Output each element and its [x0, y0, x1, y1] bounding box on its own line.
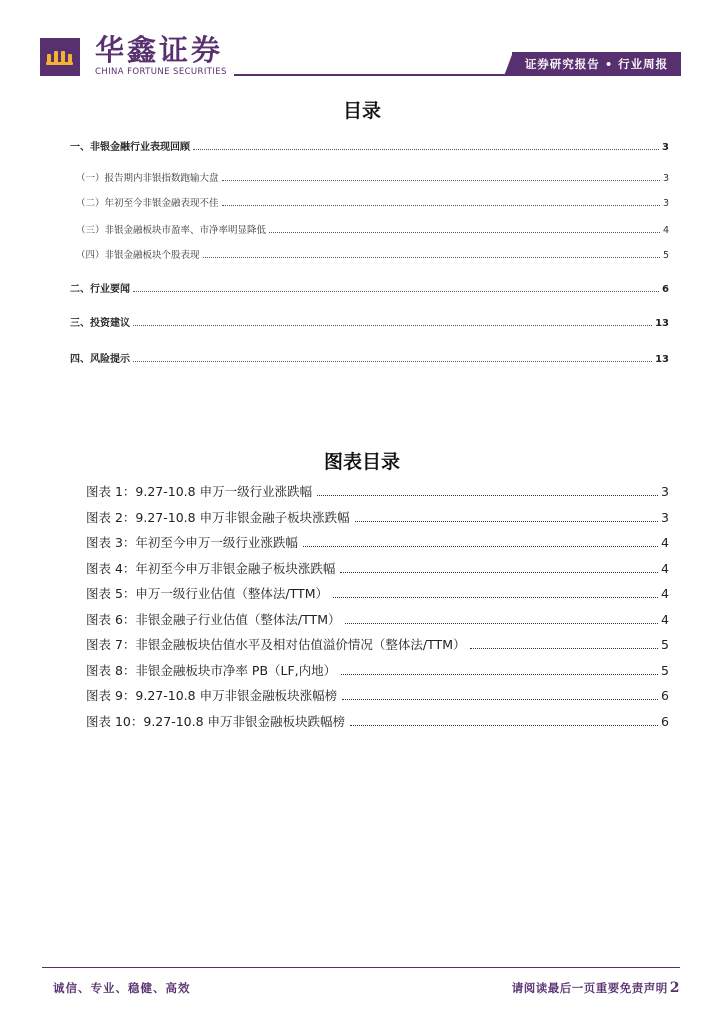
toc-leader-dots — [203, 256, 660, 258]
figure-entry-label: 图表 7：非银金融板块估值水平及相对估值溢价情况（整体法/TTM） — [86, 637, 466, 652]
figure-leader-dots — [341, 673, 658, 675]
figure-entry[interactable] — [86, 688, 669, 704]
toc-entry-page: 13 — [655, 318, 669, 329]
toc-entry[interactable] — [70, 353, 669, 367]
figure-entry[interactable] — [86, 535, 669, 551]
figure-entry-page: 3 — [661, 484, 669, 499]
toc-entry-page: 4 — [662, 225, 669, 236]
toc-entry-label: 四、风险提示 — [70, 354, 130, 365]
toc-entry-label: 一、非银金融行业表现回顾 — [70, 142, 190, 153]
figure-entry-page: 4 — [661, 560, 669, 576]
figure-entry-label: 图表 5：申万一级行业估值（整体法/TTM） — [86, 586, 328, 601]
figure-entry-label: 图表 1：9.27-10.8 申万一级行业涨跌幅 — [86, 484, 313, 499]
toc-entry-page: 5 — [662, 250, 669, 261]
figure-entry-label: 图表 10：9.27-10.8 申万非银金融板块跌幅榜 — [86, 713, 346, 729]
footer-divider — [42, 967, 680, 968]
toc-entry-page: 3 — [662, 198, 669, 209]
figure-leader-dots — [350, 724, 658, 726]
figure-entry-page: 5 — [661, 637, 669, 652]
toc-leader-dots — [222, 179, 660, 181]
figure-entry-page: 5 — [661, 662, 669, 678]
figure-entry-page: 4 — [661, 611, 669, 627]
figure-leader-dots — [333, 596, 658, 598]
figure-entry-page: 3 — [661, 509, 669, 525]
figure-entry-page: 6 — [661, 688, 669, 703]
disclaimer-text: 请阅读最后一页重要免责声明 — [511, 981, 668, 995]
toc-entry-page: 3 — [662, 173, 669, 184]
footer-disclaimer — [512, 980, 680, 996]
figure-entry-label: 图表 8：非银金融板块市净率 PB（LF,内地） — [86, 662, 337, 678]
figure-leader-dots — [340, 571, 658, 573]
figure-leader-dots — [355, 520, 658, 522]
toc-entry-label: （一）报告期内非银指数跑输大盘 — [76, 173, 219, 184]
toc-entry-label: （三）非银金融板块市盈率、市净率明显降低 — [76, 225, 267, 236]
toc-entry-page: 6 — [662, 284, 669, 295]
toc-leader-dots — [222, 204, 660, 206]
brand-name-chinese: 华鑫证券 — [95, 33, 224, 67]
report-type-label: 证券研究报告 • 行业周报 — [524, 57, 669, 71]
toc-leader-dots — [193, 148, 659, 150]
figure-list-title: 图表目录 — [323, 451, 400, 473]
figure-entry-label: 图表 2：9.27-10.8 申万非银金融子板块涨跌幅 — [86, 509, 350, 525]
figure-entry[interactable] — [86, 612, 669, 628]
figure-entry-label: 图表 9：9.27-10.8 申万非银金融板块涨幅榜 — [86, 688, 338, 703]
figure-leader-dots — [317, 494, 658, 496]
figure-leader-dots — [470, 647, 658, 649]
figure-entry-label: 图表 4：年初至今申万非银金融子板块涨跌幅 — [86, 560, 336, 576]
toc-entry[interactable] — [76, 172, 669, 186]
figure-entry-label: 图表 3：年初至今申万一级行业涨跌幅 — [86, 535, 298, 550]
brand-name-english: CHINA FORTUNE SECURITIES — [95, 67, 227, 77]
toc-entry[interactable] — [70, 317, 669, 331]
figure-entry-page: 4 — [661, 586, 669, 601]
toc-leader-dots — [133, 360, 652, 362]
toc-entry[interactable] — [76, 249, 669, 263]
figure-entry[interactable] — [86, 510, 669, 526]
toc-leader-dots — [269, 231, 660, 233]
toc-entry-page: 13 — [655, 354, 669, 365]
toc-entry-page: 3 — [662, 142, 669, 153]
figure-entry-label: 图表 6：非银金融子行业估值（整体法/TTM） — [86, 611, 341, 627]
figure-leader-dots — [345, 622, 658, 624]
toc-title: 目录 — [342, 100, 381, 122]
figure-entry[interactable] — [86, 714, 669, 730]
figure-leader-dots — [303, 545, 658, 547]
toc-entry[interactable] — [76, 197, 669, 211]
figure-entry[interactable] — [86, 663, 669, 679]
toc-entry-label: （二）年初至今非银金融表现不佳 — [76, 198, 219, 209]
figure-entry[interactable] — [86, 484, 669, 500]
figure-entry[interactable] — [86, 586, 669, 602]
toc-entry[interactable] — [70, 141, 669, 155]
figure-entry-page: 4 — [661, 535, 669, 550]
company-logo — [40, 38, 80, 76]
toc-entry-label: 三、投资建议 — [70, 318, 130, 329]
figure-entry-page: 6 — [661, 713, 669, 729]
toc-entry-label: 二、行业要闻 — [70, 284, 130, 295]
toc-leader-dots — [133, 324, 652, 326]
report-type-tab — [512, 52, 681, 76]
figure-entry[interactable] — [86, 637, 669, 653]
toc-leader-dots — [133, 290, 659, 292]
toc-entry[interactable] — [70, 283, 669, 297]
stylized-hands-logo-icon — [40, 38, 80, 76]
toc-entry[interactable] — [76, 224, 669, 238]
figure-entry[interactable] — [86, 561, 669, 577]
figure-leader-dots — [342, 698, 658, 700]
toc-entry-label: （四）非银金融板块个股表现 — [76, 250, 200, 261]
footer-slogan: 诚信、专业、稳健、高效 — [53, 981, 191, 995]
page-number: 2 — [669, 980, 680, 996]
